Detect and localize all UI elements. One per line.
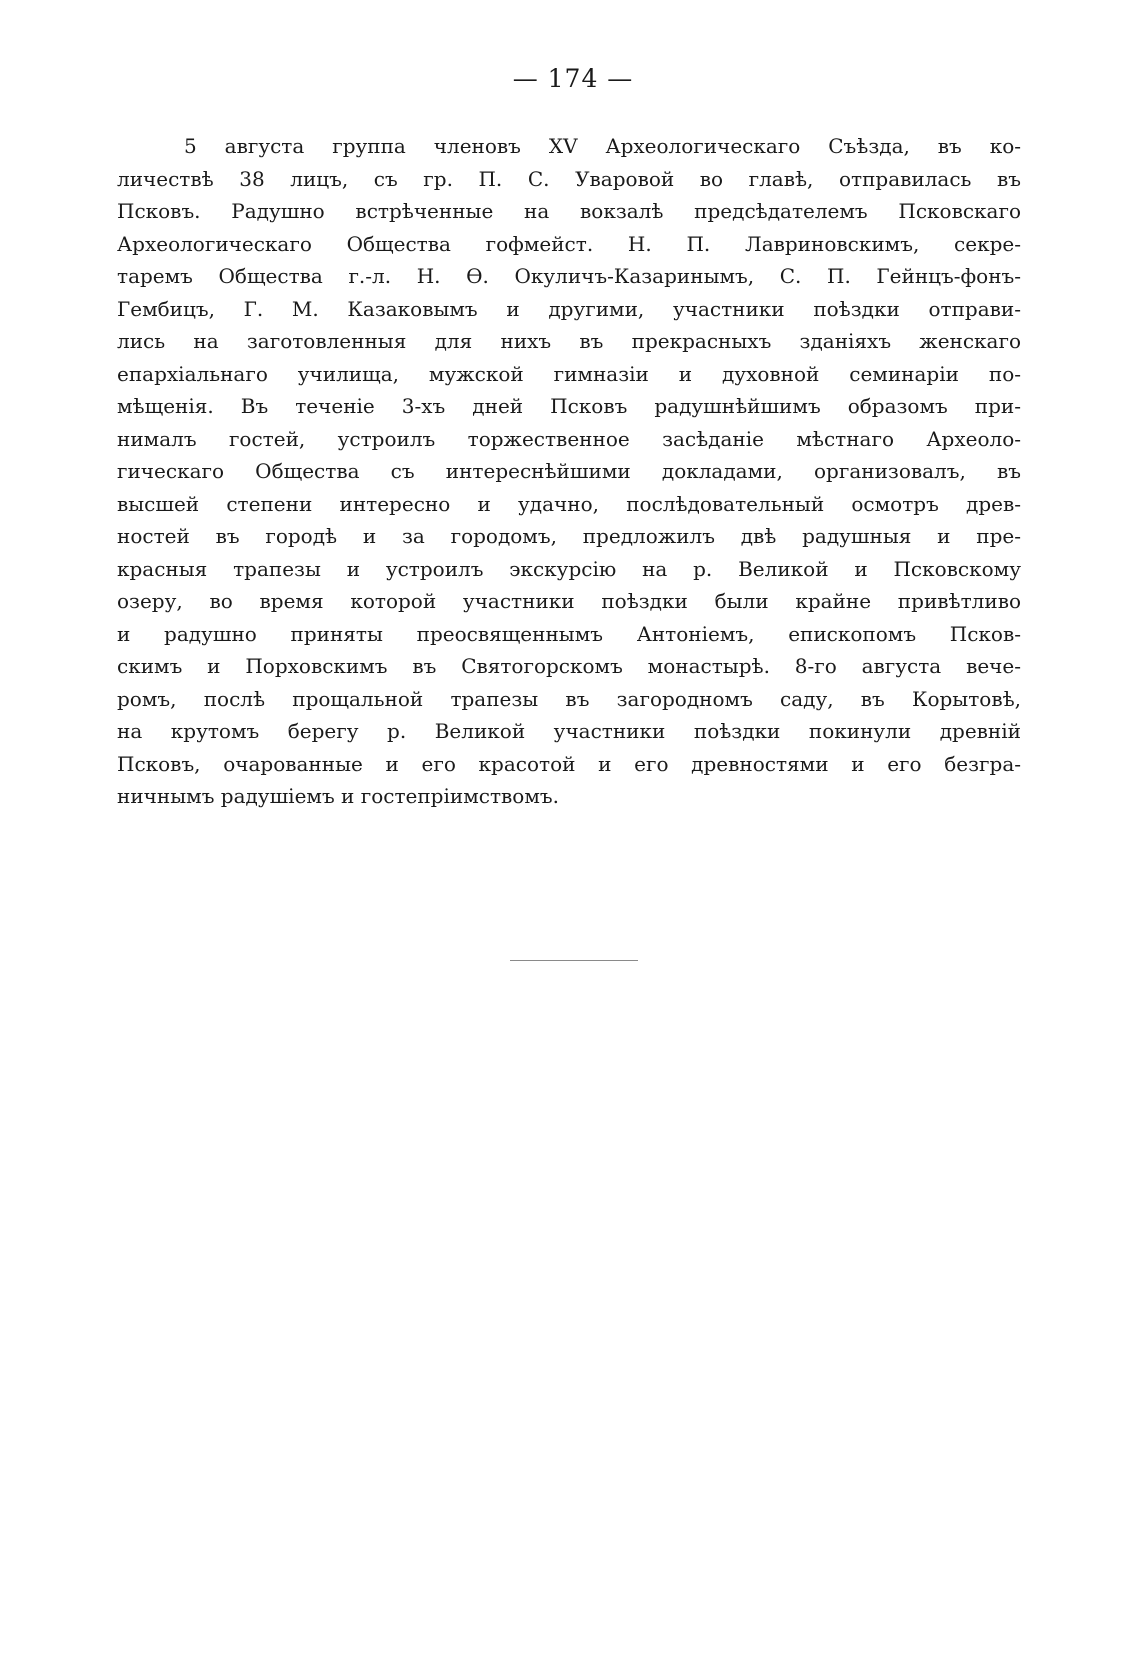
paragraph-line: Археологическаго Общества гофмейст. Н. П. Лавриновскимъ, секре- <box>117 231 1021 256</box>
paragraph-line: ничнымъ радушіемъ и гостепріимствомъ. <box>117 784 559 808</box>
paragraph-line: лись на заготовленныя для нихъ въ прекрасныхъ зданіяхъ женскаго <box>117 329 1021 353</box>
paragraph-line: епархіальнаго училища, мужской гимназіи и духовной семинаріи по- <box>117 361 1021 386</box>
paragraph-line: на крутомъ берегу р. Великой участники поѣздки покинули древній <box>117 719 1021 743</box>
paragraph-line: таремъ Общества г.-л. Н. Ѳ. Окуличъ-Казаринымъ, С. П. Гейнцъ-фонъ- <box>117 264 1021 288</box>
paragraph-line: гическаго Общества съ интереснѣйшими докладами, организовалъ, въ <box>117 459 1021 483</box>
paragraph-line: 5 августа группа членовъ XV Археологическаго Съѣзда, въ ко- <box>184 134 1021 158</box>
paragraph-line: мѣщенія. Въ теченіе 3-хъ дней Псковъ радушнѣйшимъ образомъ при- <box>117 394 1021 418</box>
paragraph-line: скимъ и Порховскимъ въ Святогорскомъ монастырѣ. 8-го августа вече- <box>117 654 1021 678</box>
paragraph-line: личествѣ 38 лицъ, съ гр. П. С. Уваровой во главѣ, отправилась въ <box>117 166 1021 191</box>
paragraph-line: и радушно приняты преосвященнымъ Антоніемъ, епископомъ Псков- <box>117 621 1021 646</box>
paragraph-line: ромъ, послѣ прощальной трапезы въ загородномъ саду, въ Корытовѣ, <box>117 686 1021 711</box>
paragraph-line: озеру, во время которой участники поѣздки были крайне привѣтливо <box>117 589 1021 613</box>
paragraph-line: нималъ гостей, устроилъ торжественное засѣданіе мѣстнаго Археоло- <box>117 426 1021 451</box>
paragraph-line: высшей степени интересно и удачно, послѣдовательный осмотръ древ- <box>117 491 1021 516</box>
body-paragraph <box>117 130 1021 813</box>
paragraph-line: ностей въ городѣ и за городомъ, предложилъ двѣ радушныя и пре- <box>117 524 1021 548</box>
paragraph-line: Псковъ, очарованные и его красотой и его древностями и его безгра- <box>117 751 1021 776</box>
paragraph-line: Псковъ. Радушно встрѣченные на вокзалѣ предсѣдателемъ Псковскаго <box>117 199 1021 223</box>
page-number: — 174 — <box>512 64 634 93</box>
section-divider <box>510 960 638 961</box>
paragraph-line: Гембицъ, Г. М. Казаковымъ и другими, участники поѣздки отправи- <box>117 296 1021 321</box>
paragraph-line: красныя трапезы и устроилъ экскурсію на р. Великой и Псковскому <box>117 556 1021 581</box>
